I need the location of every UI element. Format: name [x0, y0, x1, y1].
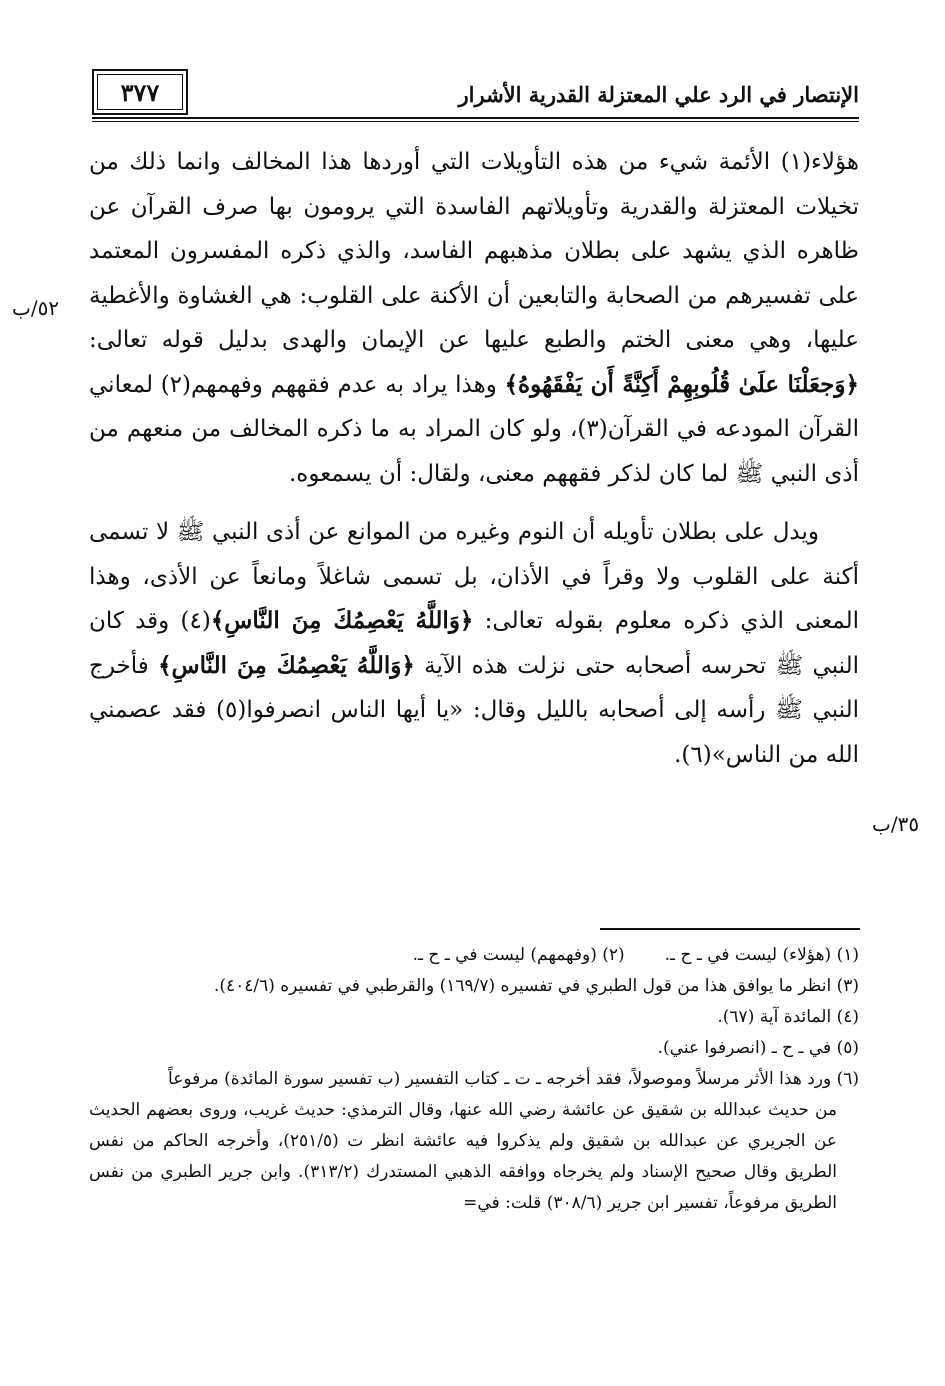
footnote-6-first-line: (٦) ورد هذا الأثر مرسلاً وموصولاً، فقد أخرجه ـ ت ـ كتاب التفسير (ب تفسير سورة المائدة) مرفوعاً	[168, 1069, 859, 1089]
quran-verse-1: ﴿وَجعَلْنَا علَىٰ قُلُوبِهِمْ أَكِنَّةً أَن يَفْقَهُوهُ﴾	[504, 370, 859, 398]
paragraph-1-text-b: وهذا يراد به عدم فقههم وفهمهم(٢) لمعاني القرآن المودعه في القرآن(٣)، ولو كان المراد به ما ذكره المخالف من منعهم من أذى النبي ﷺ لما كان لذكر فقههم معنى، ولقال: أن يسمعوه.	[89, 371, 860, 487]
footnote-1: (١) (هؤلاء) ليست في ـ ح ـ.	[664, 945, 859, 965]
footnote-6	[89, 1064, 859, 1219]
paragraph-1	[89, 140, 859, 496]
page-number-box	[92, 69, 188, 115]
footnote-2: (٢) (وفهمهم) ليست في ـ ح ـ.	[412, 945, 625, 965]
paragraph-2-text-c: فأخرج النبي ﷺ رأسه إلى أصحابه بالليل وقال: «يا أيها الناس انصرفوا(٥) فقد عصمني الله من الناس»(٦).	[89, 652, 860, 768]
page-number: ٣٧٧	[120, 77, 160, 107]
paragraph-2-text-b: (٤) وقد كان النبي ﷺ تحرسه أصحابه حتى نزلت هذه الآية	[89, 608, 859, 679]
footnote-6-continuation: من حديث عبدالله بن شقيق عن عائشة رضي الله عنها، وقال الترمذي: حديث غريب، وروى بعضهم الحديث عن الجريري عن عبدالله بن شقيق ولم يذكروا فيه عائشة انظر ت (٢٥١/٥)، وأخرجه الحاكم من نفس الطريق وقال صحيح الإسناد ولم يخرجاه ووافقه الذهبي المستدرك (٣١٣/٢). وابن جرير الطبري من نفس الطريق مرفوعاً، تفسير ابن جرير (٣٠٨/٦) قلت: في=	[89, 1100, 837, 1213]
footnote-5: (٥) في ـ ح ـ (انصرفوا عني).	[657, 1038, 859, 1058]
quran-verse-2: ﴿وَاللَّهُ يَعْصِمُكَ مِنَ النَّاسِ﴾	[210, 607, 474, 634]
footnote-4: (٤) المائدة آية (٦٧).	[717, 1007, 859, 1027]
header-rule-thin	[92, 121, 859, 122]
footnote-separator	[600, 928, 860, 930]
margin-marker-second: ٣٥/ب	[872, 812, 920, 836]
paragraph-2-text-a: ويدل على بطلان تأويله أن النوم وغيره من الموانع عن أذى النبي ﷺ لا تسمى أكنة على القلوب ولا وقراً في الأذان، بل تسمى شاغلاً ومانعاً عن الأذى، وهذا المعنى الذي ذكره معلوم بقوله تعالى:	[89, 519, 860, 634]
header-rule	[92, 117, 859, 119]
main-text	[89, 140, 859, 777]
paragraph-2	[89, 510, 859, 777]
footnote-3: (٣) انظر ما يوافق هذا من قول الطبري في تفسيره (١٦٩/٧) والقرطبي في تفسيره (٤٠٤/٦).	[213, 976, 859, 996]
running-header-title: الإنتصار في الرد علي المعتزلة القدرية الأشرار	[458, 82, 859, 107]
footnote-row-1-2	[89, 940, 859, 971]
margin-marker-first: ٥٢/ب	[12, 296, 60, 320]
quran-verse-3: ﴿وَاللَّهُ يَعْصِمُكَ مِنَ النَّاسِ﴾	[158, 651, 415, 679]
paragraph-1-text-a: هؤلاء(١) الأئمة شيء من هذه التأويلات التي أوردها هذا المخالف وانما ذلك من تخيلات المعتزلة والقدرية وتأويلاتهم الفاسدة التي يرومون بها صرف القرآن عن ظاهره الذي يشهد على بطلان مذهبهم الفاسد، والذي ذكره المفسرون المعتمد على تفسيرهم من الصحابة والتابعين أن الأكنة على القلوب: هي الغشاوة والأغطية عليها، وهي معنى الختم والطبع عليها عن الإيمان والهدى بدليل قوله تعالى:	[89, 149, 859, 353]
footnotes	[89, 940, 859, 1219]
